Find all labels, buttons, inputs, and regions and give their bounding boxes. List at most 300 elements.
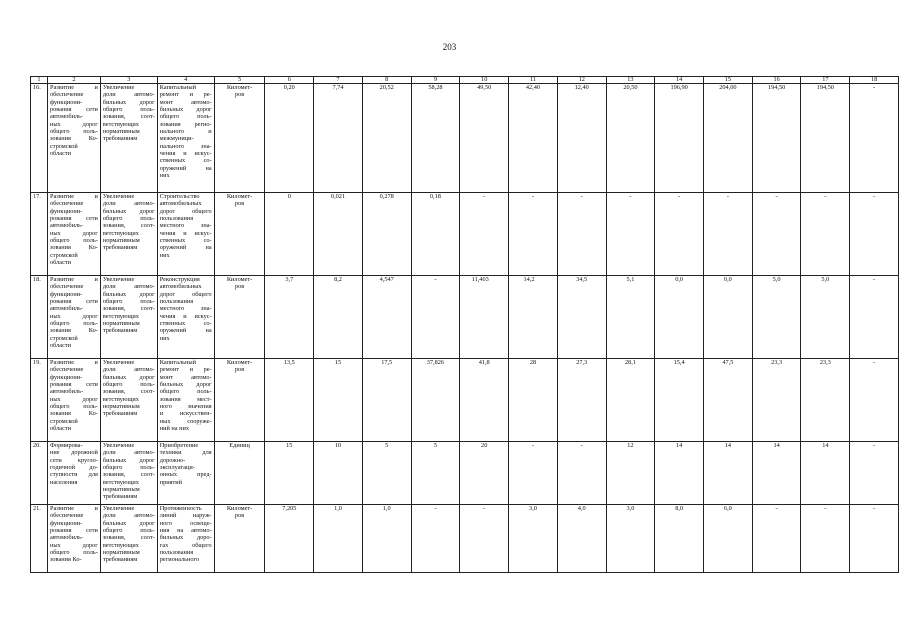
activity-cell: [157, 84, 214, 193]
cell-line: зования Ко-: [49, 556, 82, 564]
row-number: 20.: [31, 442, 48, 505]
cell-line: и искусствен-: [159, 410, 212, 418]
cell-line: них: [159, 172, 170, 180]
cell-line: Увеличение: [102, 505, 135, 512]
value-cell-col-15: [704, 505, 753, 573]
cell-line: населения: [49, 478, 78, 486]
cell-line: зования Ко-: [49, 410, 98, 418]
cell-line: бильных дорог: [102, 207, 155, 215]
footnote-marker: ****: [488, 275, 497, 278]
value-text: 5: [433, 442, 437, 449]
cell-line: бильных дорог: [102, 290, 155, 298]
value-cell-col-12: [557, 505, 606, 573]
cell-line: ров: [234, 366, 245, 374]
cell-line: функциони-: [49, 207, 83, 215]
table-header-row: [31, 77, 899, 84]
cell-line: доли автомо-: [102, 91, 155, 99]
value-cell-col-17: [801, 505, 850, 573]
cell-line: зования, соот-: [102, 222, 155, 230]
value-cell-col-10: [460, 276, 509, 359]
cell-line: общего поль-: [102, 464, 155, 472]
value-cell-col-12: [557, 276, 606, 359]
goal-cell: [47, 505, 100, 573]
cell-line: нормативным: [102, 486, 140, 494]
cell-line: общего поль-: [102, 215, 155, 223]
value-text: 11,403: [471, 276, 489, 283]
cell-line: нального и: [159, 128, 212, 136]
value-cell-col-13: [606, 84, 655, 193]
cell-line: ных дорог: [49, 395, 98, 403]
cell-line: Увеличение: [102, 359, 135, 366]
cell-line: линий наруж-: [159, 512, 212, 520]
value-cell-col-17: [801, 193, 850, 276]
cell-line: ных дорог: [49, 120, 98, 128]
value-cell-col-10: [460, 505, 509, 573]
cell-line: доли автомо-: [102, 283, 155, 291]
cell-line: общего поль-: [49, 403, 98, 411]
cell-line: зования Ко-: [49, 244, 98, 252]
value-text: 12: [627, 442, 634, 449]
cell-line: приятий: [159, 478, 183, 486]
value-text: 13,5: [283, 359, 295, 366]
page-number: 203: [442, 42, 457, 52]
value-cell-col-9: [411, 359, 460, 442]
cell-line: зования, соот-: [102, 113, 155, 121]
cell-line: регионального: [159, 556, 200, 564]
value-text: -: [873, 276, 876, 283]
value-cell-col-6: [265, 84, 314, 193]
cell-line: Протяженность: [159, 505, 202, 512]
header-cell-13: 13: [606, 77, 655, 84]
cell-line: доли автомо-: [102, 366, 155, 374]
value-cell-col-7: [314, 193, 363, 276]
cell-line: автомобиль-: [49, 305, 84, 313]
value-text: -: [483, 505, 486, 512]
cell-line: области: [49, 425, 72, 433]
cell-line: пользования: [159, 215, 194, 223]
cell-line: обеспечение: [49, 91, 84, 99]
value-text: 0: [287, 193, 291, 200]
cell-line: межмуници-: [159, 135, 194, 143]
cell-line: ственных со-: [159, 157, 212, 165]
value-text: 8,2: [334, 276, 342, 283]
value-cell-col-9: [411, 276, 460, 359]
cell-line: требованиям: [102, 410, 138, 418]
value-text: 5,1: [626, 276, 635, 283]
cell-line: нормативным: [102, 237, 140, 245]
value-cell-col-18: [850, 442, 899, 505]
cell-line: ственных со-: [159, 320, 212, 328]
value-text: 6,0: [723, 505, 732, 512]
cell-line: общего поль-: [102, 527, 155, 535]
value-text: -: [775, 505, 778, 512]
value-text: -: [678, 193, 681, 200]
value-cell-col-14: [655, 442, 704, 505]
cell-line: Реконструкция: [159, 276, 200, 283]
value-text: 23,3: [771, 359, 783, 366]
value-text: 1,0: [334, 505, 342, 512]
header-cell-2: 2: [47, 77, 100, 84]
cell-line: ных дорог: [49, 312, 98, 320]
cell-line: Километ-: [226, 359, 253, 366]
value-text: 20,50: [623, 84, 638, 91]
header-cell-18: 18: [850, 77, 899, 84]
cell-line: бильных дорог: [102, 456, 155, 464]
value-cell-col-13: [606, 193, 655, 276]
cell-line: чения и искус-: [159, 150, 212, 158]
cell-line: зования регио-: [159, 120, 212, 128]
header-cell-3: 3: [100, 77, 157, 84]
cell-line: рования сети: [49, 298, 98, 306]
value-cell-col-9: [411, 84, 460, 193]
goal-cell: [47, 193, 100, 276]
value-text: -: [483, 193, 486, 200]
value-text: 4,547: [379, 276, 394, 283]
value-cell-col-8: [362, 276, 411, 359]
value-cell-col-13: [606, 505, 655, 573]
value-text: 0,0: [675, 276, 684, 283]
value-cell-col-8: [362, 84, 411, 193]
value-cell-col-16: [752, 276, 801, 359]
cell-line: местного зна-: [159, 222, 212, 230]
indicator-cell: [100, 505, 157, 573]
cell-line: пального зна-: [159, 142, 212, 150]
cell-line: зования, соот-: [102, 388, 155, 396]
indicator-cell: [100, 193, 157, 276]
value-cell-col-15: [704, 276, 753, 359]
value-text: 196,90: [670, 84, 688, 91]
cell-line: ров: [234, 512, 245, 520]
value-text: 49,50: [477, 84, 492, 91]
value-text: -: [726, 193, 729, 200]
row-number: 17.: [31, 193, 48, 276]
cell-line: общего поль-: [49, 128, 98, 136]
cell-line: чения и искус-: [159, 312, 212, 320]
cell-line: бильных дорог: [159, 106, 212, 114]
value-cell-col-12: [557, 193, 606, 276]
cell-line: зования, соот-: [102, 471, 155, 479]
header-cell-4: 4: [157, 77, 214, 84]
cell-line: Километ-: [226, 276, 253, 283]
cell-line: Километ-: [226, 193, 253, 200]
value-cell-col-9: [411, 442, 460, 505]
value-cell-col-13: [606, 359, 655, 442]
value-cell-col-18: [850, 505, 899, 573]
cell-line: Увеличение: [102, 442, 135, 449]
value-cell-col-12: [557, 442, 606, 505]
indicator-cell: [100, 276, 157, 359]
cell-line: ния на автомо-: [159, 527, 212, 535]
value-text: 20: [481, 442, 488, 449]
value-cell-col-13: [606, 442, 655, 505]
cell-line: монт автомо-: [159, 373, 212, 381]
cell-line: общего поль-: [49, 237, 98, 245]
cell-line: ние дорожной: [49, 449, 98, 457]
value-text: -: [531, 193, 535, 200]
value-cell-col-7: [314, 505, 363, 573]
value-cell-col-6: [265, 359, 314, 442]
cell-line: годичной до-: [49, 464, 98, 472]
value-text: 7,74: [332, 84, 344, 91]
header-cell-16: 16: [752, 77, 801, 84]
value-text: 3,0: [626, 505, 635, 512]
value-text: -: [580, 442, 583, 449]
value-cell-col-16: [752, 359, 801, 442]
activity-cell: [157, 505, 214, 573]
value-cell-col-11: [509, 84, 558, 193]
cell-line: оружений на: [159, 244, 212, 252]
value-cell-col-14: [655, 276, 704, 359]
cell-line: нормативным: [102, 403, 140, 411]
cell-line: нормативным: [102, 128, 140, 136]
cell-line: ного значения: [159, 403, 212, 411]
row-number: 18.: [31, 276, 48, 359]
value-cell-col-13: [606, 276, 655, 359]
activity-cell: [157, 276, 214, 359]
row-number: 21.: [31, 505, 48, 573]
cell-line: онных пред-: [159, 471, 212, 479]
cell-line: ветствующих: [102, 478, 139, 486]
cell-line: общего поль-: [159, 388, 212, 396]
cell-line: дорог общего: [159, 207, 212, 215]
value-text: 28: [529, 359, 537, 366]
value-cell-col-18: [850, 193, 899, 276]
cell-line: зования Ко-: [49, 327, 98, 335]
activity-cell: [157, 442, 214, 505]
value-text: 0,20: [283, 84, 295, 91]
cell-line: общего поль-: [102, 381, 155, 389]
cell-line: ветствующих: [102, 312, 139, 320]
value-text: 5: [385, 442, 389, 449]
cell-line: бильных дорог: [159, 381, 212, 389]
value-cell-col-10: [460, 359, 509, 442]
value-text: 23,3: [819, 359, 831, 366]
cell-line: доли автомо-: [102, 200, 155, 208]
cell-line: гах общего: [159, 541, 212, 549]
cell-line: Километ-: [226, 84, 253, 91]
value-cell-col-6: [265, 193, 314, 276]
cell-line: стромской: [49, 334, 78, 342]
cell-line: общего поль-: [102, 106, 155, 114]
header-cell-6: 6: [265, 77, 314, 84]
value-cell-col-14: [655, 359, 704, 442]
value-text: 42,40: [525, 84, 541, 91]
value-cell-col-18: [850, 84, 899, 193]
value-text: 15,4: [673, 359, 685, 366]
value-cell-col-8: [362, 442, 411, 505]
cell-line: Развитие и: [49, 276, 98, 283]
cell-line: техники для: [159, 449, 212, 457]
value-text: 204,00: [719, 84, 737, 91]
header-cell-8: 8: [362, 77, 411, 84]
cell-line: функциони-: [49, 290, 83, 298]
cell-line: общего поль-: [159, 113, 212, 121]
value-text: 8,0: [675, 505, 684, 512]
value-text: 14: [675, 442, 683, 449]
value-cell-col-15: [704, 84, 753, 193]
value-text: 7,205: [282, 505, 297, 512]
cell-line: бильных дорог: [102, 98, 155, 106]
activity-cell: [157, 193, 214, 276]
cell-line: стромской: [49, 251, 78, 259]
value-text: 10: [334, 442, 342, 449]
value-text: 37,826: [426, 359, 445, 366]
unit-cell: [214, 193, 265, 276]
value-cell-col-7: [314, 442, 363, 505]
value-cell-col-11: [509, 193, 558, 276]
value-cell-col-10: [460, 193, 509, 276]
table-row: [31, 359, 899, 442]
cell-line: ступности для: [49, 471, 98, 479]
value-text: 5,0: [772, 276, 781, 283]
cell-line: автомобильных: [159, 283, 202, 291]
cell-line: общего поль-: [102, 298, 155, 306]
cell-line: области: [49, 150, 72, 158]
value-text: -: [434, 276, 437, 283]
cell-line: зования, соот-: [102, 534, 155, 542]
cell-line: Километ-: [226, 505, 253, 512]
cell-line: Формирова-: [49, 442, 83, 449]
cell-line: Единиц: [229, 442, 250, 449]
header-cell-14: 14: [655, 77, 704, 84]
value-text: 41,8: [478, 359, 490, 366]
cell-line: ных дорог: [49, 541, 98, 549]
goal-cell: [47, 359, 100, 442]
value-text: 194,50: [816, 84, 834, 91]
value-text: -: [873, 442, 876, 449]
value-text: 12,40: [574, 84, 589, 91]
table-row: [31, 276, 899, 359]
cell-line: ветствующих: [102, 120, 139, 128]
cell-line: них: [159, 251, 170, 259]
cell-line: ного освеще-: [159, 519, 212, 527]
cell-line: автомобиль-: [49, 113, 84, 121]
cell-line: оружений на: [159, 327, 212, 335]
cell-line: ных сооруже-: [159, 417, 212, 425]
cell-line: рования сети: [49, 215, 98, 223]
cell-line: ветствующих: [102, 395, 139, 403]
cell-line: доли автомо-: [102, 512, 155, 520]
cell-line: Развитие и: [49, 193, 98, 200]
row-number: 16.: [31, 84, 48, 193]
cell-line: Строительство: [159, 193, 200, 200]
cell-line: Капитальный: [159, 359, 196, 366]
cell-line: рования сети: [49, 527, 98, 535]
value-cell-col-6: [265, 276, 314, 359]
header-cell-17: 17: [801, 77, 850, 84]
cell-line: нормативным: [102, 549, 140, 557]
value-text: -: [873, 505, 876, 512]
value-text: 15: [334, 359, 342, 366]
unit-cell: [214, 442, 265, 505]
cell-line: требованиям: [102, 327, 138, 335]
cell-line: нормативным: [102, 320, 140, 328]
value-text: 1,0: [382, 505, 391, 512]
value-cell-col-8: [362, 505, 411, 573]
value-cell-col-15: [704, 193, 753, 276]
value-cell-col-18: [850, 359, 899, 442]
cell-line: рования сети: [49, 106, 98, 114]
cell-line: чения и искус-: [159, 229, 212, 237]
value-text: -: [873, 193, 876, 200]
value-cell-col-16: [752, 442, 801, 505]
header-cell-15: 15: [704, 77, 753, 84]
value-cell-col-15: [704, 442, 753, 505]
value-cell-col-14: [655, 505, 704, 573]
cell-line: функциони-: [49, 373, 83, 381]
value-cell-col-6: [265, 505, 314, 573]
cell-line: Увеличение: [102, 193, 135, 200]
cell-line: ров: [234, 91, 245, 99]
value-text: 14,2: [523, 276, 535, 283]
cell-line: доли автомо-: [102, 449, 155, 457]
value-cell-col-14: [655, 84, 704, 193]
value-text: -: [629, 193, 632, 200]
value-cell-col-7: [314, 84, 363, 193]
value-cell-col-11: [509, 505, 558, 573]
value-text: 3,0: [529, 505, 537, 512]
value-cell-col-7: [314, 359, 363, 442]
header-cell-1: 1: [31, 77, 48, 84]
value-cell-col-11: [509, 359, 558, 442]
cell-line: сети кругло-: [49, 456, 98, 464]
header-cell-7: 7: [314, 77, 363, 84]
cell-line: Приобретение: [159, 442, 199, 449]
cell-line: бильных дорог: [102, 519, 155, 527]
cell-line: Развитие и: [49, 84, 98, 91]
cell-line: пользования: [159, 549, 194, 557]
value-text: 0,021: [330, 193, 346, 200]
unit-cell: [214, 276, 265, 359]
cell-line: эксплуатаци-: [159, 464, 195, 472]
goal-cell: [47, 276, 100, 359]
unit-cell: [214, 359, 265, 442]
cell-line: местного зна-: [159, 305, 212, 313]
value-cell-col-17: [801, 276, 850, 359]
cell-line: функциони-: [49, 98, 83, 106]
value-text: 47,5: [722, 359, 734, 366]
cell-line: общего поль-: [49, 549, 98, 557]
value-cell-col-15: [704, 359, 753, 442]
table-row: [31, 442, 899, 505]
cell-line: ров: [234, 200, 245, 208]
cell-line: области: [49, 342, 72, 350]
cell-line: ных дорог: [49, 229, 98, 237]
value-text: 0,278: [379, 193, 394, 200]
value-cell-col-12: [557, 84, 606, 193]
cell-line: оружений на: [159, 164, 212, 172]
value-text: -: [873, 359, 876, 366]
goal-cell: [47, 84, 100, 193]
value-cell-col-12: [557, 359, 606, 442]
cell-line: дорог общего: [159, 290, 212, 298]
value-text: -: [580, 193, 583, 200]
value-text: -: [434, 505, 437, 512]
cell-line: ственных со-: [159, 237, 212, 245]
header-cell-9: 9: [411, 77, 460, 84]
value-cell-col-17: [801, 359, 850, 442]
cell-line: обеспечение: [49, 512, 84, 520]
cell-line: автомобильных: [159, 200, 202, 208]
table-row: [31, 193, 899, 276]
indicator-cell: [100, 359, 157, 442]
cell-line: требованиям: [102, 493, 138, 501]
cell-line: обеспечение: [49, 366, 84, 374]
value-text: 3,7: [285, 276, 294, 283]
indicator-cell: [100, 84, 157, 193]
value-text: 0,0: [723, 276, 732, 283]
value-text: 58,28: [428, 84, 443, 91]
